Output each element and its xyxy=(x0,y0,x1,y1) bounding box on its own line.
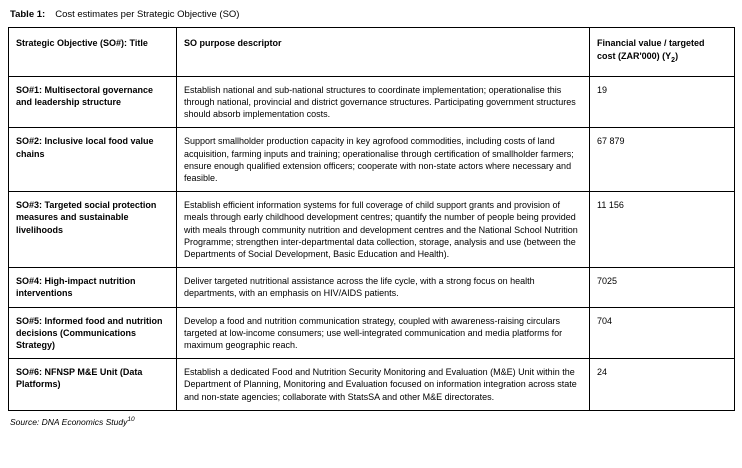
cell-descriptor: Develop a food and nutrition communication strategy, coupled with awareness-raising circulars targeted at low-income consumers; use well-integrated communication and media platforms for maximum geographic reach. xyxy=(177,307,590,359)
column-header-value-subscript: 2 xyxy=(671,56,676,64)
cell-value: 11 156 xyxy=(590,192,735,268)
cell-value: 24 xyxy=(590,359,735,411)
cell-objective: SO#6: NFNSP M&E Unit (Data Platforms) xyxy=(9,359,177,411)
cell-objective: SO#2: Inclusive local food value chains xyxy=(9,128,177,192)
column-header-descriptor: SO purpose descriptor xyxy=(177,28,590,77)
cell-objective: SO#1: Multisectoral governance and leadership structure xyxy=(9,76,177,128)
cell-descriptor: Establish efficient information systems for full coverage of child support grants and provision of meals through early childhood development centres; quantify the number of people being provided with meals through community nutrition and development centres and the National School Nutrition Programme; strengthen inter-departmental data collection, storage, analysis and use (between the Departments of Social Development, Basic Education and Health). xyxy=(177,192,590,268)
cell-objective: SO#4: High-impact nutrition interventions xyxy=(9,268,177,307)
cell-descriptor: Establish a dedicated Food and Nutrition Security Monitoring and Evaluation (M&E) Unit within the Department of Planning, Monitoring and Evaluation focused on information integration across state and non-state agencies; collaborate with StatsSA and other M&E directorates. xyxy=(177,359,590,411)
cell-value: 67 879 xyxy=(590,128,735,192)
table-source-text: Source: DNA Economics Study xyxy=(10,416,128,427)
column-header-value-line2-post: ) xyxy=(675,50,679,61)
table-header xyxy=(9,28,735,77)
column-header-value-line1: Financial value / targeted xyxy=(597,38,705,48)
table-row xyxy=(9,307,735,359)
table-row xyxy=(9,128,735,192)
table-caption-text: Cost estimates per Strategic Objective (SO) xyxy=(55,9,240,20)
cell-descriptor: Establish national and sub-national structures to coordinate implementation; operationalise this through national, provincial and district governance structures. Participating government structures should absorb implementation costs. xyxy=(177,76,590,128)
table-row xyxy=(9,268,735,307)
table-body xyxy=(9,76,735,410)
cost-estimates-table xyxy=(8,27,735,411)
cell-value: 704 xyxy=(590,307,735,359)
table-source xyxy=(10,416,734,427)
table-caption xyxy=(10,8,734,21)
cell-descriptor: Support smallholder production capacity in key agrofood commodities, including costs of land acquisition, farming inputs and training; operationalise through certification of smallholder farmers; ensure enough qualified extension officers; cooperate with non-state actors where necessary and feasible. xyxy=(177,128,590,192)
table-row xyxy=(9,359,735,411)
table-header-row xyxy=(9,28,735,77)
cell-objective: SO#3: Targeted social protection measures and sustainable livelihoods xyxy=(9,192,177,268)
cell-value: 19 xyxy=(590,76,735,128)
column-header-value xyxy=(590,28,735,77)
table-source-footnote: 10 xyxy=(127,415,135,423)
table-caption-label: Table 1: xyxy=(10,9,46,20)
column-header-objective: Strategic Objective (SO#): Title xyxy=(9,28,177,77)
cell-descriptor: Deliver targeted nutritional assistance across the life cycle, with a strong focus on health departments, with an emphasis on HIV/AIDS patients. xyxy=(177,268,590,307)
column-header-value-line2: cost (ZAR'000) (Y xyxy=(597,50,672,61)
table-row xyxy=(9,192,735,268)
cell-objective: SO#5: Informed food and nutrition decisions (Communications Strategy) xyxy=(9,307,177,359)
cell-value: 7025 xyxy=(590,268,735,307)
table-row xyxy=(9,76,735,128)
